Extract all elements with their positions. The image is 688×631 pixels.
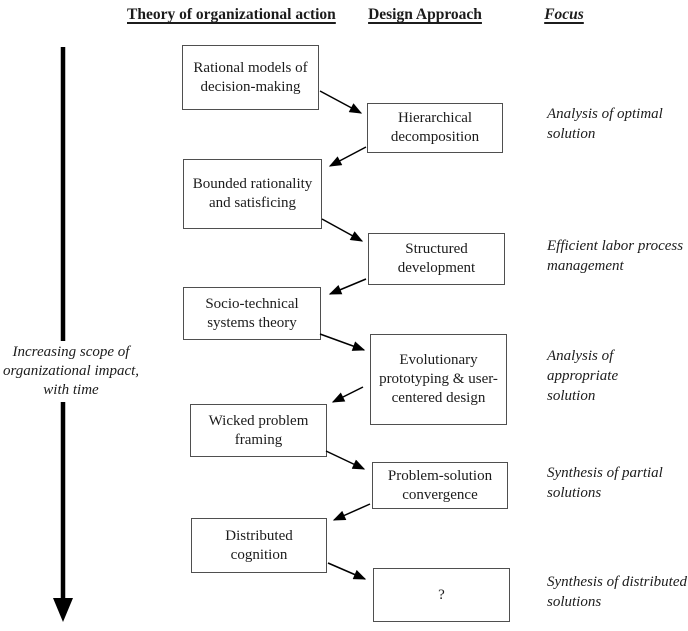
- focus-labor-label: Efficient labor process management: [547, 238, 684, 274]
- theory-box-socio-technical: Socio-technical systems theory: [183, 287, 321, 340]
- timeline-arrowhead-icon: [53, 598, 73, 622]
- connector-arrow-evolutionary-prototyping-to-wicked-problem: [333, 387, 363, 402]
- column-header-focus: Focus: [544, 6, 584, 23]
- focus-distributed-label: Synthesis of distributed solutions: [547, 574, 687, 610]
- design-box-structured-development: Structured development: [368, 233, 505, 285]
- design-box-evolutionary-prototyping: Evolutionary prototyping & user-centered design: [370, 334, 507, 425]
- theory-box-rational-models: Rational models of decision-making: [182, 45, 319, 110]
- focus-optimal-label: Analysis of optimal solution: [547, 106, 663, 142]
- theory-box-wicked-problem: Wicked problem framing: [190, 404, 327, 457]
- connector-arrow-hierarchical-decomposition-to-bounded-rationality: [330, 147, 366, 166]
- focus-appropriate-label: Analysis of appropriate solution: [547, 348, 619, 404]
- theory-box-distributed-cognition: Distributed cognition: [191, 518, 327, 573]
- connector-arrow-problem-solution-convergence-to-distributed-cognition: [334, 504, 370, 520]
- connector-arrow-socio-technical-to-evolutionary-prototyping: [320, 334, 364, 350]
- connector-arrow-rational-models-to-hierarchical-decomposition: [320, 91, 361, 113]
- design-box-problem-solution-convergence: Problem-solution convergence: [372, 462, 508, 509]
- connector-arrow-bounded-rationality-to-structured-development: [322, 219, 362, 241]
- connector-arrow-distributed-cognition-to-unknown-future: [328, 563, 365, 579]
- column-header-theory: Theory of organizational action: [127, 6, 336, 23]
- connector-arrow-wicked-problem-to-problem-solution-convergence: [326, 451, 364, 469]
- design-box-unknown-future: ?: [373, 568, 510, 622]
- focus-partial-label: Synthesis of partial solutions: [547, 465, 663, 501]
- timeline-axis-label: Increasing scope of organizational impact, with time: [0, 341, 142, 402]
- column-header-design-approach: Design Approach: [368, 6, 482, 23]
- theory-box-bounded-rationality: Bounded rationality and satisficing: [183, 159, 322, 229]
- design-box-hierarchical-decomposition: Hierarchical decomposition: [367, 103, 503, 153]
- connector-arrow-structured-development-to-socio-technical: [330, 279, 366, 294]
